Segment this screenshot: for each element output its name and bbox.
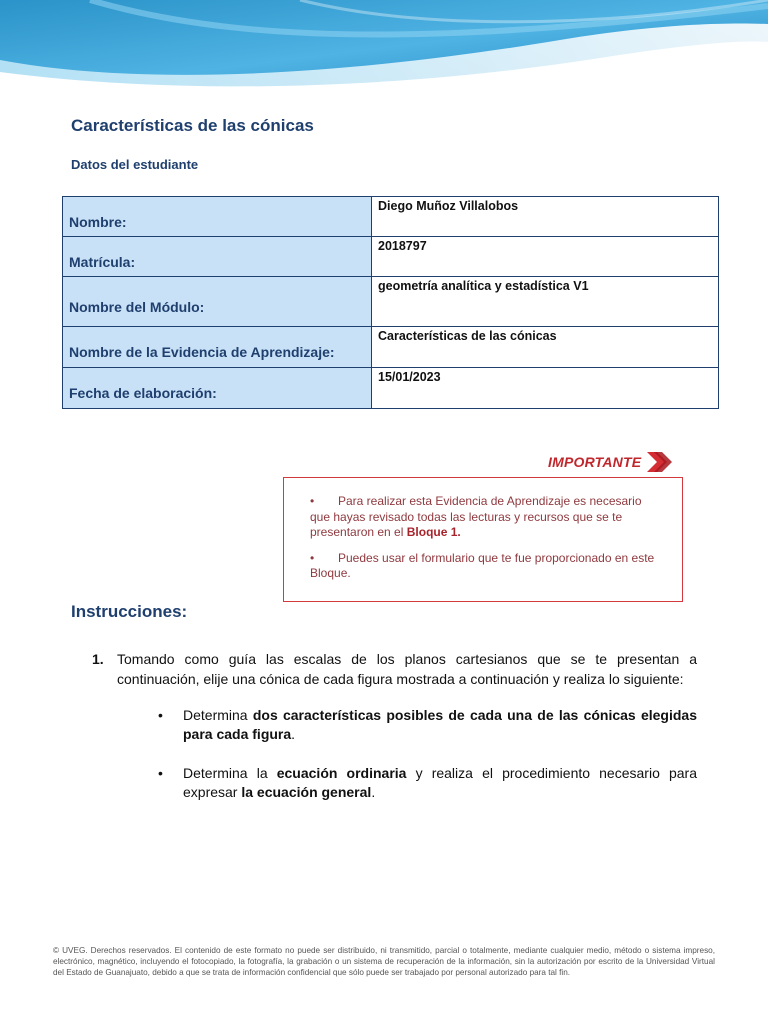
row-label-matricula: Matrícula: — [69, 253, 136, 270]
importante-item: • Puedes usar el formulario que te fue proporcionado en este Bloque. — [310, 550, 655, 580]
step-number: 1. — [92, 651, 104, 667]
student-data-label: Datos del estudiante — [71, 157, 199, 172]
bullet-dot: • — [310, 494, 315, 508]
instruction-bullet-2: • Determina la ecuación ordinaria y realiza el procedimiento necesario para expresar la ecuación general. — [158, 765, 697, 800]
importante-box — [283, 477, 683, 602]
step-text: Tomando como guía las escalas de los planos cartesianos que se te presentan a continuación, elije una cónica de cada figura mostrada a continuación y realiza lo siguiente: — [117, 651, 697, 687]
table-key-cell — [63, 327, 372, 368]
table-key-cell — [63, 277, 372, 327]
table-value-cell: Diego Muñoz Villalobos — [372, 197, 719, 237]
student-data-table — [62, 196, 719, 409]
bullet-dot: • — [310, 550, 315, 565]
instruction-step-1 — [92, 649, 697, 689]
document-title: Características de las cónicas — [71, 116, 314, 135]
table-row — [63, 197, 719, 237]
table-value-cell: geometría analítica y estadística V1 — [372, 277, 719, 327]
table-value-cell: 15/01/2023 — [372, 368, 719, 409]
instruction-bullet-1: • Determina dos características posibles de cada una de las cónicas elegidas para cada figura. — [158, 707, 698, 742]
bullet-dot: • — [158, 707, 163, 723]
header-wave-graphic — [0, 0, 768, 96]
table-key-cell — [63, 368, 372, 409]
table-row — [63, 368, 719, 409]
table-key-cell — [63, 197, 372, 237]
double-chevron-right-icon — [645, 450, 673, 474]
table-row — [63, 237, 719, 277]
table-value-cell: Características de las cónicas — [372, 327, 719, 368]
table-value-cell: 2018797 — [372, 237, 719, 277]
row-label-date: Fecha de elaboración: — [69, 385, 217, 401]
importante-heading: IMPORTANTE — [548, 454, 642, 470]
row-label-module: Nombre del Módulo: — [69, 298, 205, 315]
copyright-footer: © UVEG. Derechos reservados. El contenido de este formato no puede ser distribuido, ni transmitido, parcial o totalmente, mediante cualquier medio, método o sistema impreso, electrónico, magnético, incluyendo el fotocopiado, la fotografía, la grabación o un sistema de recuperación de la información, sin la autorización por escrito de la Universidad Virtual del Estado de Guanajuato, debido a que se trata de información confidencial que sólo puede ser trabajado por personal autorizado para tal fin. — [53, 946, 715, 977]
table-key-cell — [63, 237, 372, 277]
row-label-name: Nombre: — [69, 213, 127, 230]
instructions-heading: Instrucciones: — [71, 602, 188, 621]
bullet-dot: • — [158, 765, 163, 781]
header-banner — [0, 0, 768, 96]
table-row — [63, 277, 719, 327]
importante-item: • Para realizar esta Evidencia de Aprendizaje es necesario que hayas revisado todas las lecturas y recursos que se te presentaron en el Bloque 1. — [310, 494, 642, 539]
table-row — [63, 327, 719, 368]
row-label-evidence: Nombre de la Evidencia de Aprendizaje: — [69, 344, 335, 360]
